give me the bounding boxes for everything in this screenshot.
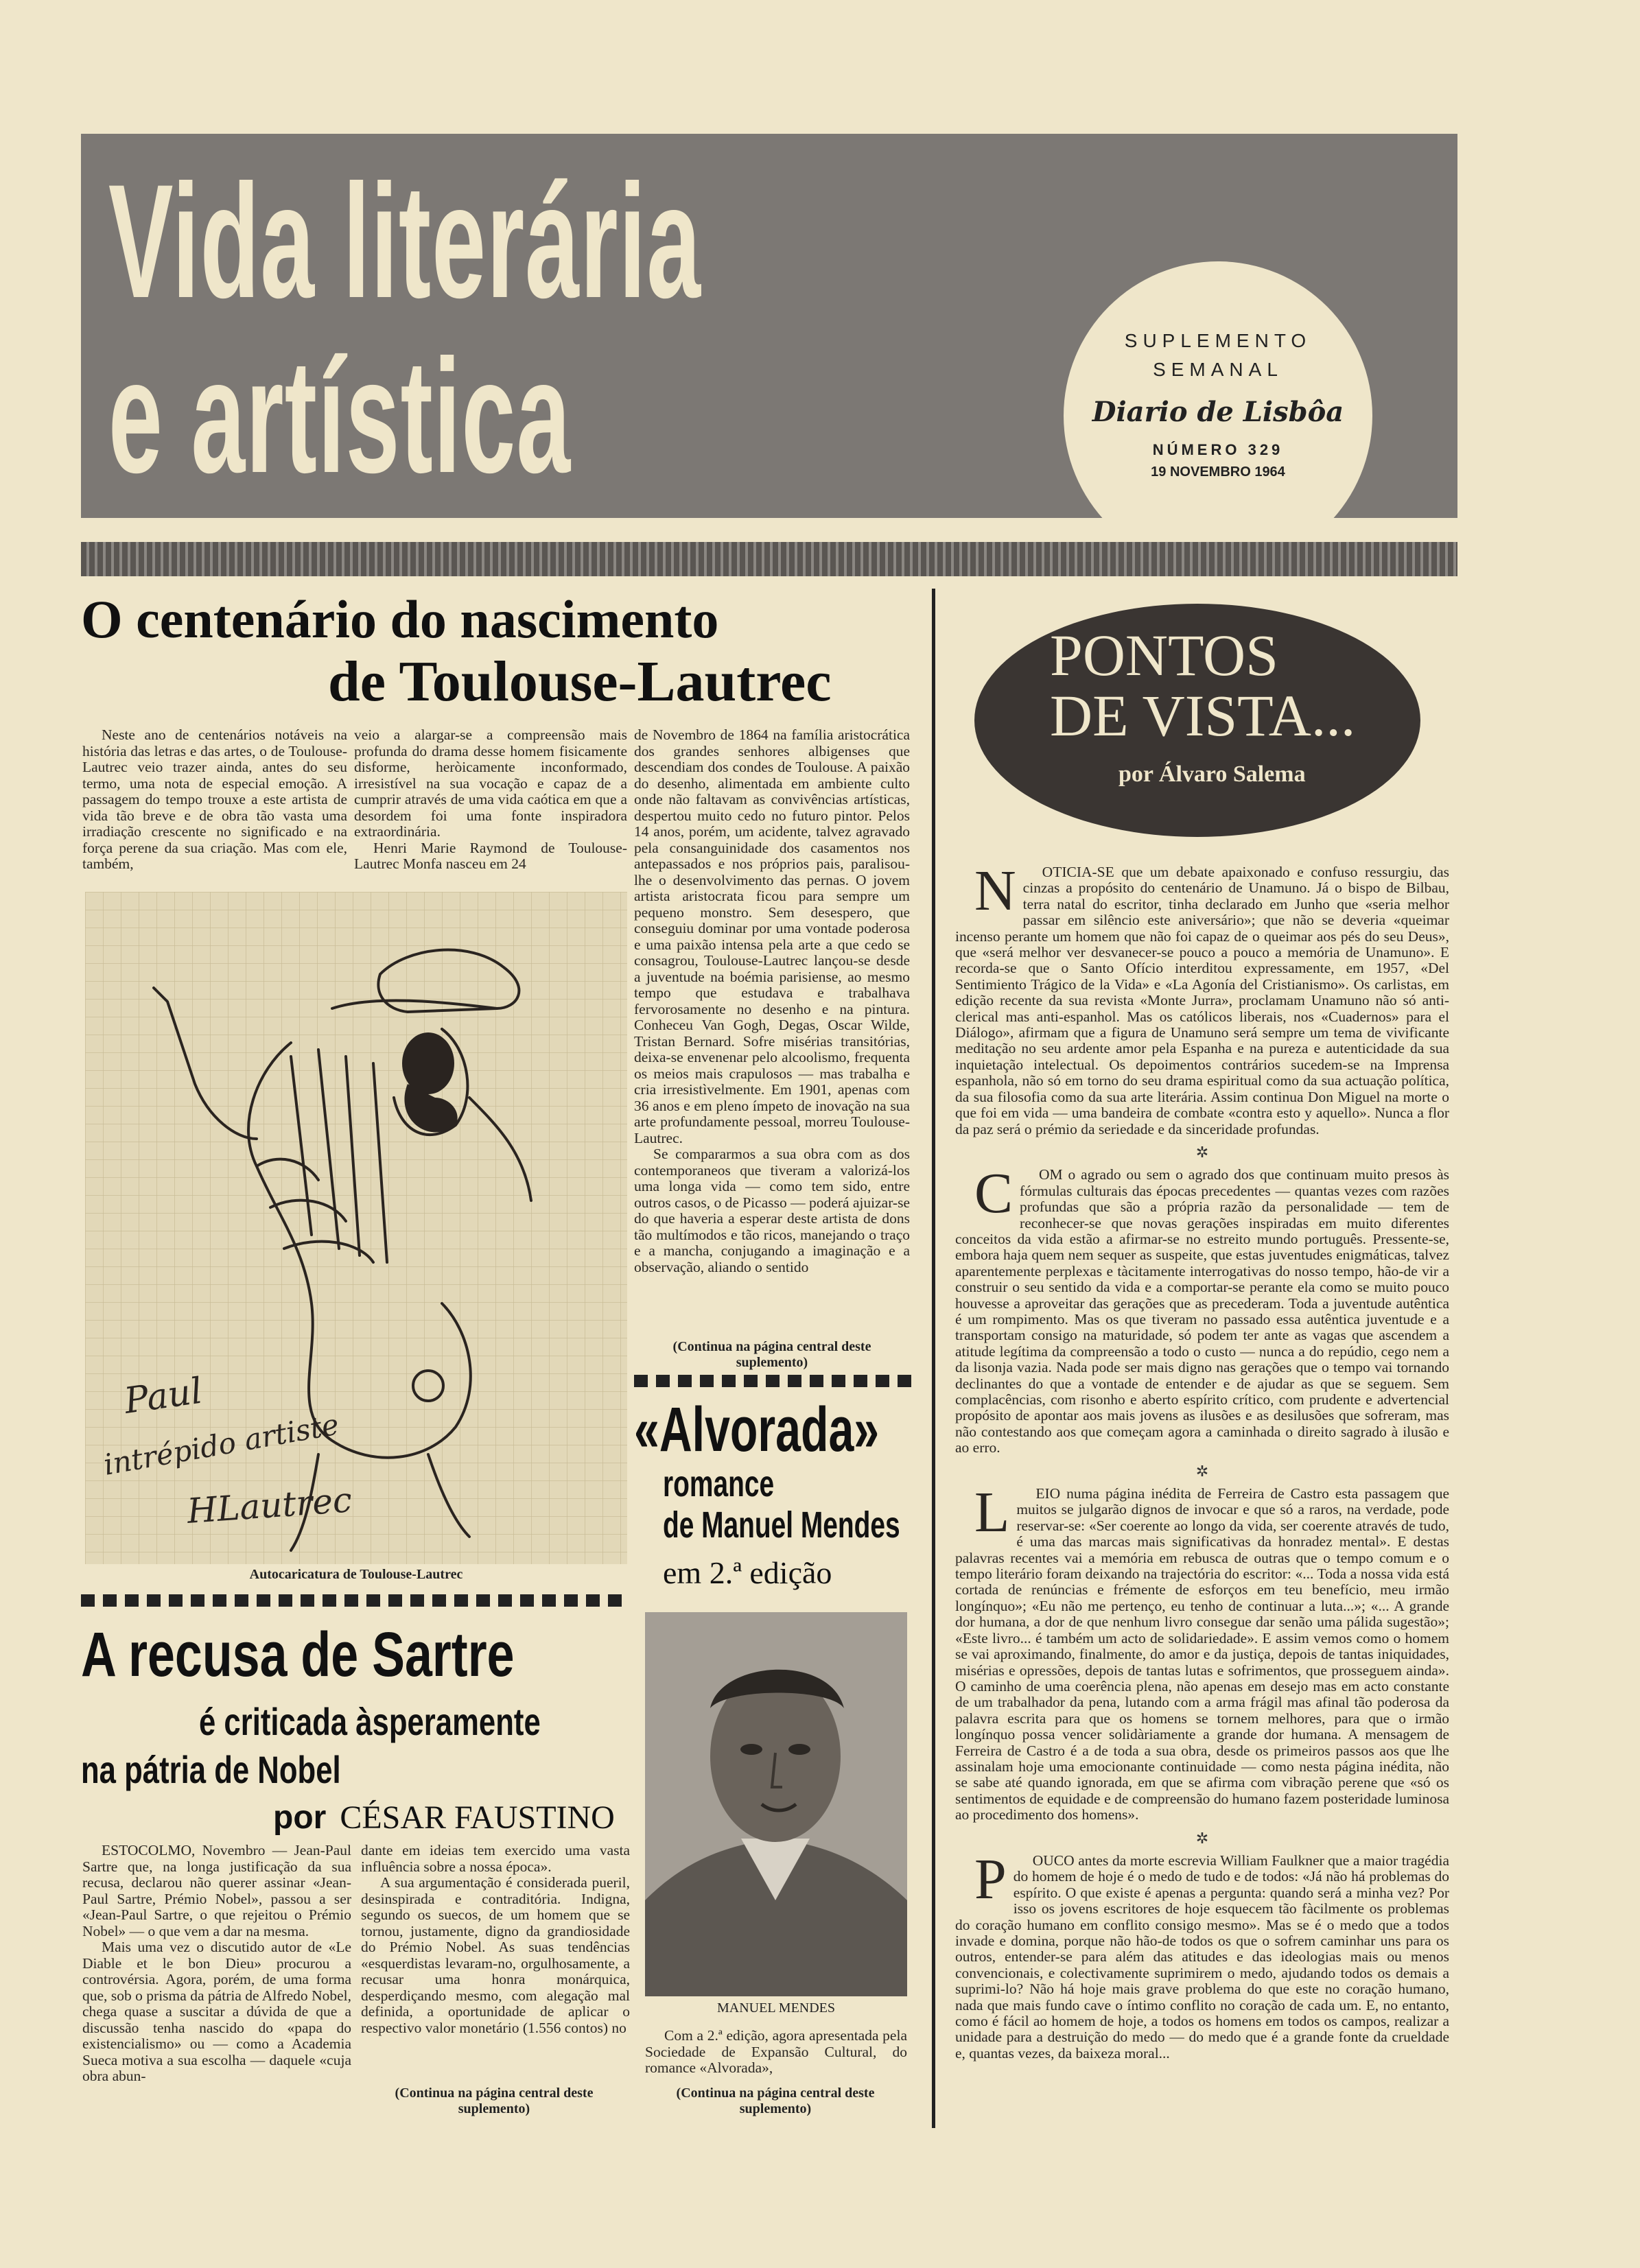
newspaper-name: Diario de Lisbôa <box>1092 396 1344 428</box>
sketch-image <box>85 892 627 1564</box>
article2-subtitle1: é criticada àsperamente <box>199 1700 541 1743</box>
masthead-title-line1: Vida literária <box>108 151 702 332</box>
portrait-image <box>645 1612 907 1996</box>
paragraph-1: N OTICIA-SE que um debate apaixonado e confuso ressurgiu, das cinzas a propósito do centenário de Unamuno. Já o bispo de Bilbau, terra natal do escritor, tinha declarado em Junho que «seria melhor passar em silêncio este aniversário»; que não se deveria «queimar incenso perante um homem que não foi capaz de o queimar aos pés do seu Deus», que «será melhor ver desvanecer-se pouco a pouco a memória de Unamuno». E recorda-se que o Santo Ofício interditou expressamente, em 1957, «Del Sentimiento Trágico de la Vida» e «La Agonía del Cristianismo». Os carlistas, em edição recente da sua revista «Monte Jurra», proclamam Unamuno não só anti-clerical mas anti-espanhol. Mas os católicos liberais, nos «Cuadernos» para el Diálogo», afirmam que a figura de Unamuno será sempre um tema de vivificante meditação no seu ardente amor pela Espanha e na pureza e autenticidade da sua inquietação intelectual. Os depoimentos contrários sucedem-se na Imprensa espanhola, não só em torno do seu drama espiritual como da sua actuação política, da sua filosofia como da sua arte literária. Assim continua Don Miguel na morte o que foi em vida — uma bandeira de combate «contra esto y aquello». Nunca a flor da paz será o prémio da seriedade e da sinceridade profundas. <box>955 864 1449 1137</box>
article1-title-line2: de Toulouse-Lautrec <box>328 650 832 713</box>
separator-star: ✲ <box>1195 1829 1209 1847</box>
paragraph-3: L EIO numa página inédita de Ferreira de Castro esta passagem que muitos se julgarão dignos de invocar e que só a raros, na verdade, pode reservar-se: «Ser coerente ao longo da vida, ser coerente através de tudo, é uma das marcas mais significativas da honradez mental». E destas palavras recentes vai a memória em rebusca de outras que o tempo comum e o tempo literário foram deixando na trajectória do escritor: «... Toda a nossa vida está cortada de renúncias e frémente de esforços em teu benefício, meu irmão longínquo»; «Eu não me pertenço, eu tenho de continuar a luta...»; «... A grande dor humana, a dor de que nenhum livro consegue dar senão uma pálida sugestão»; «Este livro... é também um acto de solidariedade». E assim vemos como o homem se vai aproximando, finalmente, do amor e da justiça, depois de tantas iniquidades, misérias e opressões, depois de tantas lutas e sofrimentos, que prosseguem ainda». O caminho de uma coerência plena, não apenas em desejo mas em acto constante de um trabalhador da pena, lutando com a arma frágil mas afinal tão poderosa da palavra escrita para que os homens se tornem melhores, para que o irmão longínquo possa vencer solidàriamente a grande dor humana. A mensagem de Ferreira de Castro é a de toda a sua obra, desde os primeiros passos aos que lhe assinalam hoje uma emocionante continuidade — como nesta página inédita, não se sabe até quando ignorada, em que se afirma com vibração perene que «só os sentimentos de equidade e de compreensão do humano fazem posteridade luminosa ao procedimento dos homens». <box>955 1480 1449 1823</box>
pontos-title-line1: PONTOS <box>1050 622 1278 688</box>
masthead-circle <box>1064 261 1372 570</box>
article2-col1: ESTOCOLMO, Novembro — Jean-Paul Sartre que, na longa justificação da sua recusa, declarou não querer assinar «Jean-Paul Sartre, Prémio Nobel», passou a ser «Jean-Paul Sartre, o que rejeitou o Prémio Nobel» — o que vem a dar na mesma. Mais uma vez o discutido autor de «Le Diable et le bon Dieu» procurou a controvérsia. Agora, porém, de uma forma que, sob o prisma da pátria de Alfredo Nobel, chega quase a suscitar a dúvida de que a discussão tenha nascido do «papa do existencialismo» ou — como a Academia Sueca motiva a sua escolha — daquele «cuja obra abun- <box>82 1843 351 2084</box>
suplemento-label: SUPLEMENTO <box>1124 330 1312 351</box>
article2-col2: dante em ideias tem exercido uma vasta influência sobre a nossa época». A sua argumentação é considerada pueril, desinspirada e contraditória. Indigna, segundo os suecos, de um homem que se tornou, justamente, digno da grandiosidade do Prémio Nobel. As suas tendências «esquerdistas levaram-no, orgulhosamente, a recusar uma honra monárquica, desperdiçando mesmo, com alegação mal definida, a oportunidade de aplicar o respectivo valor monetário (1.556 contos) no <box>361 1843 630 2036</box>
semanal-label: SEMANAL <box>1153 359 1283 380</box>
masthead-stripe <box>81 542 1457 576</box>
paragraph-2: C OM o agrado ou sem o agrado dos que continuam muito presos às fórmulas culturais das épocas precedentes — quantas vezes com razões profundas que são a própria razão da personalidade — tem de reconhecer-se que novas gerações inspiradas em muito diferentes conceitos da vida estão a afirmar-se no estreito mundo português. Pressente-se, embora haja quem nem sequer as suspeite, que estas juventudes enigmáticas, talvez aparentemente perplexas e tàcitamente interrogativas do nosso tempo, hão-de vir a construir o seu sentido da vida e a comportar-se perante ela como se muito pouco houvesse a aproveitar das gerações que as precederam. Toda a juventude autêntica é um rompimento. Mas os que tiveram no passado essa autêntica juventude e a transportam consigo na maturidade, só podem ter ante as vagas que ascendem a atitude legítima da compreensão a todo o custo — nunca a do repúdio, cego nem a da lisonja vazia. Nada pode ser mais digno nas gerações que o tempo vai tornando declinantes do que a vontade de entender e de ajudar as que se seguem. Sem complacências, com risonho e aberto espírito crítico, com prudente e advertencial propósito de apontar aos mais jovens as ilusões e as desilusões que sofreram, mas não contestando aos que começam agora a caminhada o direito sagrado à ilusão e ao erro. <box>955 1161 1449 1456</box>
article1-title-line1: O centenário do nascimento <box>81 589 719 649</box>
article2-byline <box>273 1800 615 1836</box>
byline-por: por <box>273 1799 327 1836</box>
article3-line2: romance <box>663 1463 775 1504</box>
pontos-title-line2: DE VISTA... <box>1050 683 1356 748</box>
article1-col2: veio a alargar-se a compreensão mais profunda do drama desse homem fisicamente disforme, heròicamente inconformado, irresistível na sua vocação e capaz de a cumprir através de uma vida caótica em que a desordem foi uma fonte inspiradora extraordinária. Henri Marie Raymond de Toulouse-Lautrec Monfa nasceu em 24 <box>354 727 627 872</box>
masthead-title <box>108 151 702 507</box>
column-rule <box>932 589 935 2128</box>
article2-subtitle2: na pátria de Nobel <box>81 1748 341 1791</box>
article2-continua: (Continua na página central deste suplemento) <box>395 2086 594 2116</box>
dropcap-n: N <box>974 864 1016 923</box>
article3-dotted-rule <box>634 1375 911 1387</box>
pontos-oval <box>974 604 1420 837</box>
article3-body: Com a 2.ª edição, agora apresentada pela Sociedade de Expansão Cultural, do romance «Alvorada», <box>645 2028 907 2076</box>
separator-star: ✲ <box>1195 1462 1209 1480</box>
byline-name: CÉSAR FAUSTINO <box>340 1799 615 1836</box>
sketch-text-3: HLautrec <box>185 1480 353 1531</box>
paragraph-4: P OUCO antes da morte escrevia William Faulkner que a maior tragédia do homem de hoje é o medo de tudo e de todos: «Já não há problemas do espírito. O que existe é apenas a pergunta: quando será a minha vez? Por isso os jovens escritores de hoje esquecem tão fàcilmente os problemas do coração humano em conflito consigo mesmo». Mas se é o medo que a todos invade e domina, porque não hão-de todos os que o sofrem caminhar uns para os outros, entender-se para além das atitudes e das ideologias mais ou menos convencionais, e colectivamente suprimirem o medo, ajudando todos os demais a suprimi-lo? Não há hoje mais grave problema do que este no coração humano, nada que mais fundo cave o íntimo conflito no coração de cada um. E, no entanto, como é fácil ao homem de hoje, a todos os homens em todos os campos, realizar a unidade para a destruição do medo — do medo que é a grande fonte da crueldade e, quantas vezes, da baixeza moral... <box>955 1847 1449 2062</box>
masthead-title-line2: e artística <box>108 326 572 507</box>
article1-col1: Neste ano de centenários notáveis na história das letras e das artes, o de Toulouse-Lautrec veio trazer ainda, antes do seu termo, uma nota de especial emoção. A passagem do tempo trouxe a este artista de vida tão breve e de obra tão vasta uma irradiação crescente no significado e na força perene da sua criação. Mas com ele, também, <box>82 727 347 872</box>
article2-title: A recusa de Sartre <box>81 1620 515 1690</box>
issue-date: 19 NOVEMBRO 1964 <box>1151 464 1285 480</box>
article3-line3: de Manuel Mendes <box>663 1504 900 1546</box>
self-caricature-drawing <box>85 892 627 1564</box>
masthead <box>81 134 1457 518</box>
article2-dotted-rule <box>81 1594 630 1607</box>
article3-title: «Alvorada» <box>634 1395 880 1465</box>
sketch-caption: Autocaricatura de Toulouse-Lautrec <box>249 1567 463 1582</box>
dropcap-p: P <box>974 1847 1007 1911</box>
sketch-text-1: Paul <box>121 1370 205 1422</box>
dropcap-c: C <box>974 1161 1014 1226</box>
pontos-byline: por Álvaro Salema <box>1118 761 1306 787</box>
article3-line4: em 2.ª edição <box>663 1555 832 1590</box>
sketch-text-2: intrépido artiste <box>101 1407 342 1482</box>
manuel-mendes-photo <box>645 1612 907 1996</box>
pontos-body <box>955 864 1449 2120</box>
issue-number: NÚMERO 329 <box>1152 441 1284 458</box>
separator-star: ✲ <box>1195 1143 1209 1161</box>
article3-continua: (Continua na página central deste suplemento) <box>676 2086 875 2116</box>
dropcap-l: L <box>974 1480 1010 1545</box>
article1-continua: (Continua na página central deste suplemento) <box>672 1339 871 1370</box>
photo-caption: MANUEL MENDES <box>716 2000 836 2016</box>
article1-col3: de Novembro de 1864 na família aristocrática dos grandes senhores albigenses que descendiam dos condes de Toulouse. A paixão do desenho, alimentada em ambiente culto onde não faltavam as convivências artísticas, despertou muito cedo no futuro pintor. Pelos 14 anos, porém, um acidente, talvez agravado pela consanguinidade dos casamentos nos antepassados e nos próprios pais, paralisou-lhe o desenvolvimento das pernas. O jovem artista aristocrata ficou para sempre um pequeno monstro. Sem desespero, que conseguiu dominar por uma vontade poderosa e uma paixão intensa pela arte a que cedo se consagrou, Toulouse-Lautrec lançou-se desde a juventude na boémia parisiense, ao mesmo tempo que estudava e trabalhava fervorosamente no desenho e na pintura. Conheceu Van Gogh, Degas, Oscar Wilde, Tristan Bernard. Sofre misérias transitórias, deixa-se envenenar pelo alcoolismo, frequenta os meios mais crapulosos — mas trabalha e cria irresistìvelmente. Em 1901, apenas com 36 anos e em pleno ímpeto de inovação na sua arte profundamente pessoal, morreu Toulouse-Lautrec. Se compararmos a sua obra com as dos contemporaneos que tiveram a valorizá-los uma longa vida — como tem sido, entre outros casos, o de Picasso — poderá ajuizar-se do que haveria a esperar deste artista de dons tão multímodos e tão ricos, manejando o traço e a mancha, conjugando a imaginação e a observação, aliando o sentido <box>634 727 910 1275</box>
